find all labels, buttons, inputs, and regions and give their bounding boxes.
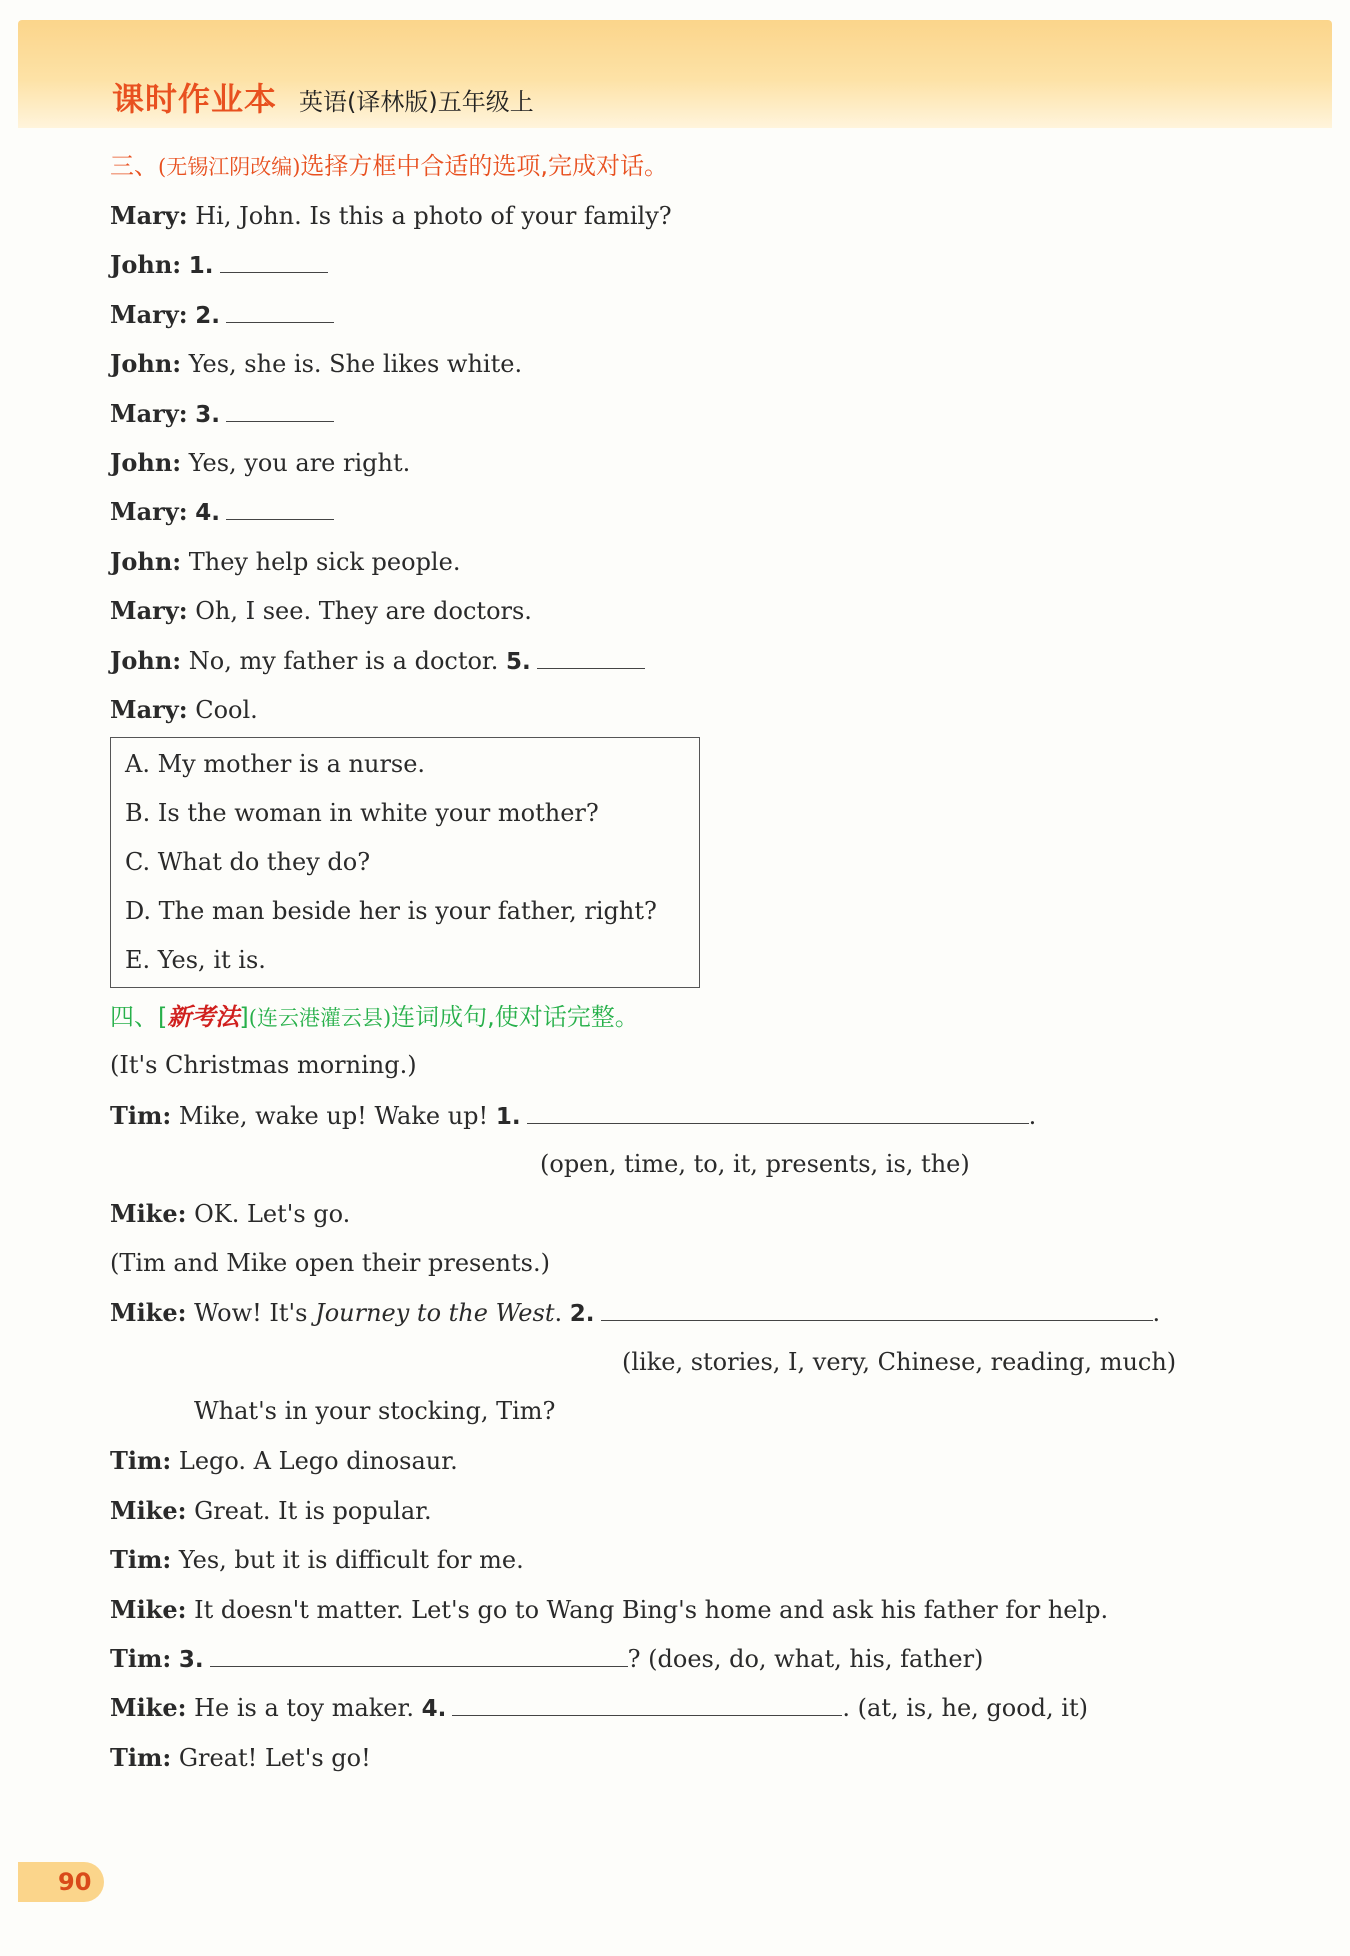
- answer-blank-3[interactable]: [226, 393, 334, 422]
- dialogue-line: Tim: Lego. A Lego dinosaur.: [110, 1446, 458, 1476]
- dialogue-line: John: 1.: [110, 240, 1260, 289]
- dialogue-line: Tim: Mike, wake up! Wake up! 1. .: [110, 1091, 1260, 1140]
- section-3-source: (无锡江阴改编): [158, 155, 301, 179]
- dialogue-line: Mary: 2.: [110, 290, 1260, 339]
- answer-blank-4-1[interactable]: [527, 1095, 1029, 1124]
- dialogue-line: Mike: It doesn't matter. Let's go to Wang Bing's home and ask his father for help.: [110, 1594, 1109, 1624]
- answer-blank-2[interactable]: [226, 294, 334, 323]
- dialogue-line: Mike: OK. Let's go.: [110, 1199, 351, 1229]
- page-content: [110, 142, 1260, 1782]
- word-hint-1: (open, time, to, it, presents, is, the): [540, 1150, 970, 1179]
- dialogue-line: Mary: Hi, John. Is this a photo of your family?: [110, 201, 672, 230]
- dialogue-line: John: They help sick people.: [110, 546, 461, 576]
- dialogue-line: Mike: Great. It is popular.: [110, 1495, 432, 1525]
- scene-note: (It's Christmas morning.): [110, 1051, 417, 1080]
- dialogue-line: Tim: 3. ? (does, do, what, his, father): [110, 1634, 1260, 1683]
- dialogue-line: John: No, my father is a doctor. 5.: [110, 636, 1260, 685]
- section-4-instruction: 连词成句,使对话完整。: [391, 1003, 639, 1032]
- new-method-tag: 新考法: [167, 1002, 240, 1032]
- option-c: C. What do they do?: [125, 848, 371, 877]
- word-hint-4: (at, is, he, good, it): [857, 1694, 1088, 1723]
- answer-blank-1[interactable]: [220, 244, 328, 273]
- answer-blank-4-2[interactable]: [601, 1292, 1153, 1321]
- answer-blank-4[interactable]: [226, 491, 334, 520]
- page-header: [18, 20, 1332, 128]
- word-hint-3: (does, do, what, his, father): [648, 1644, 984, 1673]
- page-number: 90: [18, 1862, 104, 1902]
- option-d: D. The man beside her is your father, right?: [125, 897, 657, 926]
- dialogue-line: Tim: Yes, but it is difficult for me.: [110, 1545, 524, 1575]
- book-title: Journey to the West: [315, 1299, 555, 1328]
- section-3-instruction: 选择方框中合适的选项,完成对话。: [300, 152, 669, 180]
- section-3-dialogue: [110, 191, 1260, 734]
- dialogue-line: Mike: Wow! It's Journey to the West. 2. .: [110, 1288, 1260, 1337]
- dialogue-line: Tim: Great! Let's go!: [110, 1742, 371, 1772]
- section-4-title: 四、[新考法](连云港灌云县)连词成句,使对话完整。: [110, 1002, 639, 1032]
- option-a: A. My mother is a nurse.: [125, 750, 426, 779]
- answer-blank-5[interactable]: [537, 640, 645, 669]
- dialogue-line: Mary: 4.: [110, 487, 1260, 536]
- dialogue-line: Mary: Cool.: [110, 694, 258, 724]
- section-4-source: (连云港灌云县): [248, 1006, 392, 1031]
- answer-blank-4-3[interactable]: [210, 1638, 628, 1667]
- dialogue-line: Mike: He is a toy maker. 4. . (at, is, he, good, it): [110, 1683, 1260, 1732]
- dialogue-line: John: Yes, you are right.: [110, 447, 411, 477]
- dialogue-line: John: Yes, she is. She likes white.: [110, 349, 523, 379]
- hint-line: [110, 1338, 1260, 1387]
- book-subtitle: 英语(译林版)五年级上: [299, 88, 534, 116]
- dialogue-line: Mary: Oh, I see. They are doctors.: [110, 596, 532, 626]
- hint-line: [110, 1140, 1260, 1189]
- scene-note: (Tim and Mike open their presents.): [110, 1248, 550, 1277]
- answer-blank-4-4[interactable]: [452, 1687, 842, 1716]
- options-box: [110, 737, 700, 988]
- dialogue-line: What's in your stocking, Tim?: [194, 1397, 556, 1426]
- option-e: E. Yes, it is.: [125, 946, 266, 975]
- option-b: B. Is the woman in white your mother?: [125, 799, 599, 828]
- word-hint-2: (like, stories, I, very, Chinese, reading, much): [622, 1347, 1177, 1376]
- dialogue-line: Mary: 3.: [110, 389, 1260, 438]
- book-brand: 课时作业本: [112, 80, 278, 118]
- section-3-title: 三、(无锡江阴改编)选择方框中合适的选项,完成对话。: [110, 152, 669, 180]
